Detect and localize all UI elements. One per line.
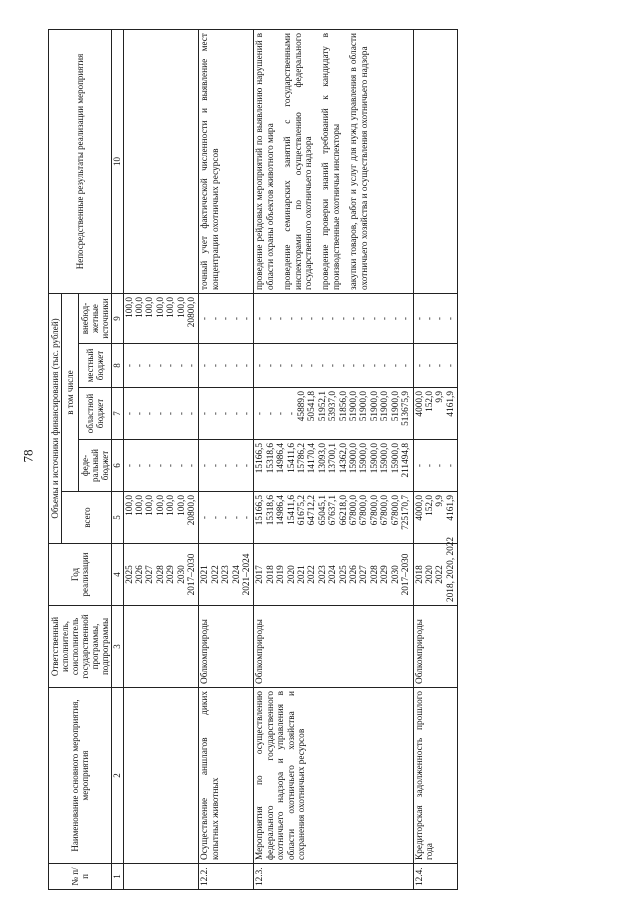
year-list	[123, 544, 199, 606]
row-executor: Облкомприроды	[199, 606, 254, 688]
cell-value: 15318,6	[265, 495, 276, 526]
year-list	[199, 544, 254, 606]
cell-value: -	[276, 411, 287, 416]
cell-value: 152,0	[424, 495, 435, 516]
cell-value: -	[242, 463, 253, 468]
cell-value: -	[390, 316, 401, 321]
row-result	[123, 30, 199, 294]
extra-list	[199, 294, 254, 344]
total-list	[199, 492, 254, 544]
header-result: Непосредственные результаты реализации мероприятия	[49, 30, 112, 294]
cell-value: -	[242, 411, 253, 416]
cell-value: -	[231, 316, 242, 321]
cell-value: -	[265, 363, 276, 368]
col-index: 10	[112, 30, 123, 294]
cell-value: 20800,0	[186, 495, 197, 526]
result-text: проведение семинарских занятий с государственными инспекторами по осуществлению федерального государственного охотничьего надзора	[283, 33, 315, 290]
cell-value: -	[200, 363, 211, 368]
cell-value: 2024	[328, 565, 339, 584]
local-list	[254, 344, 413, 388]
result-text: точный учет фактической численности и выявление мест концентрации охотничьих ресурсов	[200, 33, 221, 290]
col-index: 4	[112, 544, 123, 606]
cell-value: -	[145, 363, 156, 368]
header-funding: Объемы и источники финансирования (тыс. рублей)	[49, 294, 62, 544]
cell-value: 2020	[286, 565, 297, 584]
cell-value: 2027	[145, 565, 156, 584]
rotated-table-container	[48, 30, 638, 890]
header-regional: областной бюджет	[79, 388, 112, 440]
cell-value: -	[242, 515, 253, 520]
cell-value: 51900,0	[390, 391, 401, 422]
cell-value: 15900,0	[380, 443, 391, 474]
cell-value: -	[414, 363, 425, 368]
federal-list	[123, 440, 199, 492]
cell-value: -	[200, 515, 211, 520]
cell-value: -	[155, 363, 166, 368]
cell-value: -	[445, 363, 456, 368]
cell-value: -	[221, 515, 232, 520]
cell-value: 15900,0	[359, 443, 370, 474]
cell-value: 2017–2030	[401, 553, 412, 596]
row-name: Кредиторская задолженность прошлого года	[413, 688, 458, 864]
cell-value: -	[242, 363, 253, 368]
regional-list	[413, 388, 458, 440]
header-local: местный бюджет	[79, 344, 112, 388]
cell-value: 2025	[338, 565, 349, 584]
cell-value: -	[424, 316, 435, 321]
col-index: 8	[112, 344, 123, 388]
cell-value: 2030	[390, 565, 401, 584]
cell-value: 100,0	[155, 495, 166, 516]
row-result	[413, 30, 458, 294]
cell-value: 2022	[435, 565, 446, 584]
cell-value: 2030	[176, 565, 187, 584]
cell-value: 2018, 2020, 2022	[445, 536, 456, 602]
cell-value: 152,0	[424, 391, 435, 412]
cell-value: 15900,0	[349, 443, 360, 474]
cell-value: -	[176, 411, 187, 416]
cell-value: -	[134, 363, 145, 368]
cell-value: -	[401, 363, 412, 368]
extra-list	[254, 294, 413, 344]
cell-value: 100,0	[134, 297, 145, 318]
cell-value: 2027	[359, 565, 370, 584]
cell-value: -	[286, 411, 297, 416]
cell-value: 13093,0	[317, 443, 328, 474]
row-executor: Облкомприроды	[413, 606, 458, 688]
cell-value: -	[221, 316, 232, 321]
cell-value: -	[338, 316, 349, 321]
cell-value: -	[286, 316, 297, 321]
table-body	[123, 30, 458, 890]
cell-value: -	[286, 363, 297, 368]
regional-list	[199, 388, 254, 440]
cell-value: 64712,2	[307, 495, 318, 526]
cell-value: 2029	[380, 565, 391, 584]
cell-value: 100,0	[176, 495, 187, 516]
cell-value: 100,0	[166, 495, 177, 516]
cell-value: -	[124, 411, 135, 416]
cell-value: -	[265, 411, 276, 416]
cell-value: 4161,9	[445, 391, 456, 417]
row-number: 12.3.	[254, 864, 413, 890]
extra-list	[413, 294, 458, 344]
cell-value: -	[328, 316, 339, 321]
cell-value: -	[297, 316, 308, 321]
cell-value: 14986,4	[276, 443, 287, 474]
cell-value: 14170,4	[307, 443, 318, 474]
table-row	[123, 30, 199, 890]
row-result	[199, 30, 254, 294]
header-name: Наименование основного мероприятия, мероприятия	[49, 688, 112, 864]
cell-value: 15786,2	[297, 443, 308, 474]
cell-value: -	[380, 363, 391, 368]
cell-value: -	[359, 316, 370, 321]
header-federal: феде-ральный бюджет	[79, 440, 112, 492]
col-index: 9	[112, 294, 123, 344]
total-list	[123, 492, 199, 544]
row-executor	[123, 606, 199, 688]
cell-value: 100,0	[145, 297, 156, 318]
header-year: Год реализации	[49, 544, 112, 606]
cell-value: -	[390, 363, 401, 368]
cell-value: -	[200, 463, 211, 468]
cell-value: 51952,1	[317, 391, 328, 422]
cell-value: 13700,1	[328, 443, 339, 474]
funding-table	[48, 29, 458, 890]
cell-value: 14362,0	[338, 443, 349, 474]
cell-value: 2028	[369, 565, 380, 584]
cell-value: 15900,0	[369, 443, 380, 474]
cell-value: -	[210, 515, 221, 520]
cell-value: 2022	[210, 565, 221, 584]
cell-value: -	[414, 463, 425, 468]
header-incl: в том числе	[62, 294, 79, 492]
cell-value: 2028	[155, 565, 166, 584]
cell-value: -	[380, 316, 391, 321]
col-index: 5	[112, 492, 123, 544]
cell-value: 2020	[424, 565, 435, 584]
cell-value: -	[176, 463, 187, 468]
cell-value: -	[210, 411, 221, 416]
cell-value: -	[176, 363, 187, 368]
cell-value: 15900,0	[390, 443, 401, 474]
cell-value: 53937,0	[328, 391, 339, 422]
cell-value: 15166,5	[255, 443, 266, 474]
cell-value: 51900,0	[349, 391, 360, 422]
row-number	[123, 864, 199, 890]
cell-value: 2021	[200, 565, 211, 584]
cell-value: 725170,7	[401, 495, 412, 530]
row-name: Осуществление аншлагов диких копытных животных	[199, 688, 254, 864]
federal-list	[413, 440, 458, 492]
cell-value: -	[317, 363, 328, 368]
row-number: 12.2.	[199, 864, 254, 890]
cell-value: -	[424, 363, 435, 368]
extra-list	[123, 294, 199, 344]
cell-value: -	[255, 316, 266, 321]
result-text: проведение рейдовых мероприятий по выявлению нарушений в области охраны объектов животного мира	[255, 33, 276, 290]
cell-value: -	[166, 463, 177, 468]
cell-value: 4000,0	[414, 495, 425, 521]
cell-value: 2017	[255, 565, 266, 584]
cell-value: 100,0	[176, 297, 187, 318]
cell-value: -	[124, 363, 135, 368]
cell-value: -	[124, 463, 135, 468]
local-list	[199, 344, 254, 388]
federal-list	[254, 440, 413, 492]
table-row	[199, 30, 254, 890]
regional-list	[123, 388, 199, 440]
cell-value: 20800,0	[186, 297, 197, 328]
cell-value: 15411,6	[286, 495, 297, 525]
header-total: всего	[62, 492, 112, 544]
cell-value: 100,0	[145, 495, 156, 516]
cell-value: 67800,0	[359, 495, 370, 526]
page-number: 78	[20, 449, 36, 463]
cell-value: -	[435, 316, 446, 321]
cell-value: -	[145, 463, 156, 468]
cell-value: 51900,0	[380, 391, 391, 422]
cell-value: -	[359, 363, 370, 368]
cell-value: 9,9	[435, 391, 446, 403]
cell-value: 211494,8	[401, 443, 412, 478]
cell-value: 61675,2	[297, 495, 308, 526]
cell-value: 4000,0	[414, 391, 425, 417]
header-extra: внебюд-жетные источники	[79, 294, 112, 344]
cell-value: 2025	[124, 565, 135, 584]
cell-value: -	[338, 363, 349, 368]
cell-value: 2026	[134, 565, 145, 584]
cell-value: -	[369, 316, 380, 321]
cell-value: -	[186, 363, 197, 368]
cell-value: -	[401, 316, 412, 321]
cell-value: 2018	[414, 565, 425, 584]
cell-value: 2022	[307, 565, 318, 584]
cell-value: -	[166, 411, 177, 416]
col-index: 6	[112, 440, 123, 492]
col-index: 2	[112, 688, 123, 864]
col-index: 3	[112, 606, 123, 688]
cell-value: -	[445, 316, 456, 321]
cell-value: 2018	[265, 565, 276, 584]
row-name: Мероприятия по осуществлению федерального государственного охотничьего надзора и управления в области охотничьего хозяйства и сохранения охотничьих ресурсов	[254, 688, 413, 864]
cell-value: -	[445, 463, 456, 468]
cell-value: -	[134, 463, 145, 468]
cell-value: 100,0	[124, 495, 135, 516]
cell-value: -	[242, 316, 253, 321]
cell-value: 65045,1	[317, 495, 328, 526]
cell-value: 15411,6	[286, 443, 297, 473]
cell-value: 2021–2024	[242, 553, 253, 596]
cell-value: 2023	[221, 565, 232, 584]
col-index: 1	[112, 864, 123, 890]
cell-value: 100,0	[134, 495, 145, 516]
federal-list	[199, 440, 254, 492]
year-list	[413, 536, 458, 606]
cell-value: -	[369, 363, 380, 368]
cell-value: -	[276, 316, 287, 321]
cell-value: -	[307, 316, 318, 321]
cell-value: -	[200, 316, 211, 321]
result-text: проведение проверки знаний требований к кандидату в производственные охотничьи инспекторы	[321, 33, 342, 290]
cell-value: 50541,8	[307, 391, 318, 422]
cell-value: -	[255, 363, 266, 368]
cell-value: -	[265, 316, 276, 321]
cell-value: -	[297, 363, 308, 368]
table-row	[254, 30, 413, 890]
cell-value: 67637,1	[328, 495, 339, 526]
cell-value: -	[424, 463, 435, 468]
cell-value: -	[134, 411, 145, 416]
row-number: 12.4.	[413, 864, 458, 890]
cell-value: -	[155, 411, 166, 416]
cell-value: -	[186, 411, 197, 416]
cell-value: -	[435, 463, 446, 468]
cell-value: -	[210, 463, 221, 468]
cell-value: -	[186, 463, 197, 468]
cell-value: 2021	[297, 565, 308, 584]
cell-value: 67800,0	[390, 495, 401, 526]
cell-value: -	[328, 363, 339, 368]
cell-value: 45889,0	[297, 391, 308, 422]
cell-value: -	[231, 463, 242, 468]
cell-value: 14986,4	[276, 495, 287, 526]
cell-value: -	[317, 316, 328, 321]
cell-value: -	[155, 463, 166, 468]
cell-value: 2024	[231, 565, 242, 584]
cell-value: 4161,9	[445, 495, 456, 521]
local-list	[123, 344, 199, 388]
cell-value: 2023	[317, 565, 328, 584]
cell-value: 51856,0	[338, 391, 349, 422]
cell-value: -	[231, 515, 242, 520]
cell-value: 15318,6	[265, 443, 276, 474]
cell-value: -	[210, 316, 221, 321]
cell-value: -	[221, 463, 232, 468]
cell-value: -	[145, 411, 156, 416]
cell-value: -	[414, 316, 425, 321]
cell-value: -	[307, 363, 318, 368]
cell-value: -	[221, 363, 232, 368]
row-result	[254, 30, 413, 294]
table-row	[413, 30, 458, 890]
cell-value: 51900,0	[359, 391, 370, 422]
cell-value: 2017–2030	[186, 553, 197, 596]
cell-value: 2026	[349, 565, 360, 584]
cell-value: -	[200, 411, 211, 416]
col-index: 7	[112, 388, 123, 440]
cell-value: -	[210, 363, 221, 368]
row-executor: Облкомприроды	[254, 606, 413, 688]
cell-value: -	[231, 411, 242, 416]
cell-value: -	[349, 316, 360, 321]
cell-value: -	[221, 411, 232, 416]
cell-value: 15166,5	[255, 495, 266, 526]
cell-value: 100,0	[155, 297, 166, 318]
cell-value: 2029	[166, 565, 177, 584]
cell-value: 67800,0	[380, 495, 391, 526]
cell-value: 66218,0	[338, 495, 349, 526]
cell-value: 51900,0	[369, 391, 380, 422]
cell-value: 100,0	[124, 297, 135, 318]
cell-value: -	[349, 363, 360, 368]
cell-value: -	[166, 363, 177, 368]
cell-value: 67800,0	[369, 495, 380, 526]
cell-value: 100,0	[166, 297, 177, 318]
total-list	[413, 492, 458, 544]
cell-value: 67800,0	[349, 495, 360, 526]
cell-value: 9,9	[435, 495, 446, 507]
cell-value: -	[255, 411, 266, 416]
local-list	[413, 344, 458, 388]
result-text: закупки товаров, работ и услуг для нужд управления в области охотничьего хозяйства и осуществления охотничьего надзора	[349, 33, 370, 290]
regional-list	[254, 388, 413, 440]
year-list	[254, 544, 413, 606]
header-num: № п/п	[49, 864, 112, 890]
header-executor: Ответственный исполнитель, соисполнитель государственной программы, подпрограммы	[49, 606, 112, 688]
cell-value: -	[231, 363, 242, 368]
row-name	[123, 688, 199, 864]
total-list	[254, 492, 413, 544]
cell-value: -	[435, 363, 446, 368]
cell-value: 2019	[276, 565, 287, 584]
cell-value: 513675,9	[401, 391, 412, 426]
cell-value: -	[276, 363, 287, 368]
